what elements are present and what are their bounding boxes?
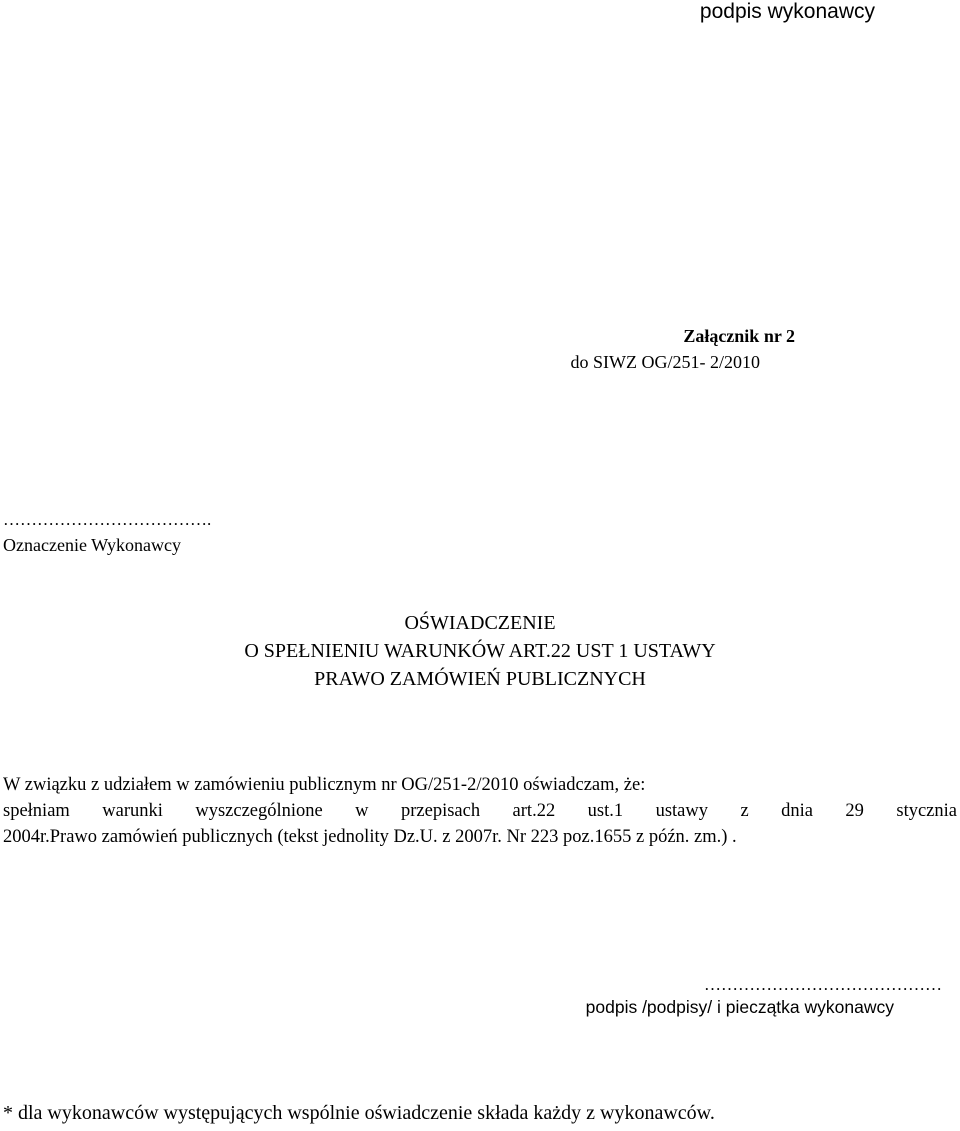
statement-line-2: spełniam warunki wyszczególnione w przepisach art.22 ust.1 ustawy z dnia 29 stycznia — [3, 801, 957, 821]
signature-dotted-line: …………………………………… — [704, 975, 942, 994]
statement-line-3: 2004r.Prawo zamówień publicznych (tekst jednolity Dz.U. z 2007r. Nr 223 poz.1655 z późn. zm.) . — [3, 827, 737, 847]
annex-title: Załącznik nr 2 — [683, 326, 795, 346]
contractor-label: Oznaczenie Wykonawcy — [3, 535, 181, 555]
footnote: * dla wykonawców występujących wspólnie oświadczenie składa każdy z wykonawców. — [3, 1102, 715, 1124]
statement-body — [3, 772, 957, 850]
signature-label: podpis /podpisy/ i pieczątka wykonawcy — [585, 997, 894, 1017]
document-subtitle-line-2: PRAWO ZAMÓWIEŃ PUBLICZNYCH — [314, 668, 646, 690]
document-subtitle-line-1: O SPEŁNIENIU WARUNKÓW ART.22 UST 1 USTAWY — [244, 640, 716, 662]
contractor-dotted-line: ………………………………. — [3, 510, 212, 529]
annex-reference: do SIWZ OG/251- 2/2010 — [570, 352, 760, 372]
top-signature-label: podpis wykonawcy — [699, 0, 875, 23]
document-title: OŚWIADCZENIE — [404, 612, 556, 634]
statement-line-1: W związku z udziałem w zamówieniu publicznym nr OG/251-2/2010 oświadczam, że: — [3, 775, 646, 795]
